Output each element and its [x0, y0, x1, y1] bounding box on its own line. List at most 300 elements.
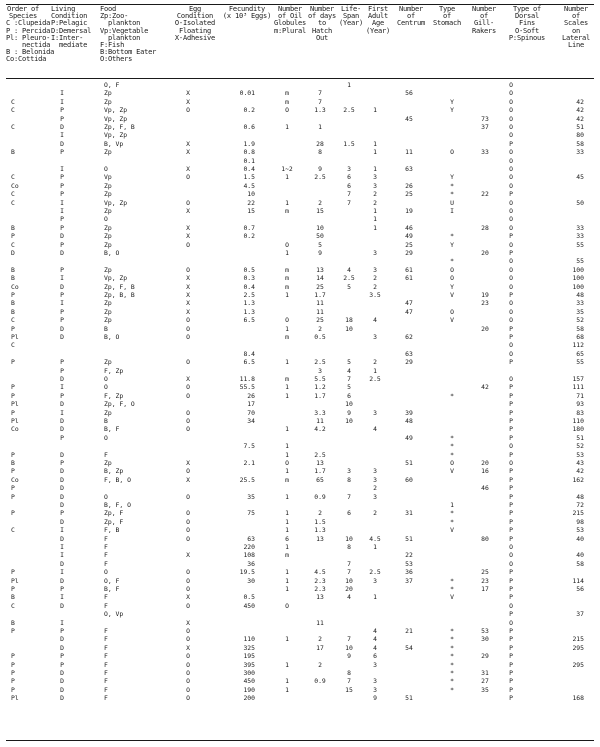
scales-cell: 52	[576, 316, 584, 325]
living-cell: I	[60, 207, 64, 215]
centrum-cell: 47	[405, 299, 413, 308]
scales-cell: 53	[576, 526, 584, 535]
living-cell: D	[60, 417, 64, 425]
adult-cell: 1	[373, 207, 377, 215]
living-cell: D	[60, 576, 64, 585]
centrum-cell: 29	[405, 358, 413, 367]
oil-cell: O	[285, 316, 289, 325]
adult-cell: 3	[373, 660, 377, 669]
dorsal-cell: P	[509, 669, 513, 677]
fecundity-cell: 10	[247, 190, 255, 199]
stomach-cell: V	[450, 593, 454, 602]
hatch-cell: 1	[318, 123, 322, 131]
dorsal-cell: P	[509, 501, 513, 509]
food-cell: F, B	[104, 526, 120, 535]
table-row	[0, 459, 600, 467]
food-cell: F	[104, 677, 108, 686]
gill-cell: 30	[481, 635, 489, 644]
food-cell: F	[104, 450, 108, 459]
table-row	[0, 190, 600, 198]
stomach-cell: *	[450, 643, 454, 652]
scales-cell: 53	[576, 450, 584, 459]
food-cell: B, F, O	[104, 501, 131, 509]
header-egg-condition: Egg Condition O-Isolated Floating X-Adhesive	[174, 5, 216, 42]
living-cell: P	[60, 265, 64, 274]
fecundity-cell: 0.4	[243, 282, 255, 291]
scales-cell: 111	[572, 383, 584, 392]
living-cell: D	[60, 282, 64, 291]
oil-cell: 1	[285, 123, 289, 131]
food-cell: Zp, F, B	[104, 282, 135, 291]
table-row	[0, 266, 600, 274]
lifespan-cell: 7	[347, 677, 351, 686]
food-cell: F	[104, 669, 108, 677]
table-row	[0, 249, 600, 257]
order-cell: P	[11, 484, 15, 493]
table-row	[0, 560, 600, 568]
header-centrum: Number of Centrum	[396, 5, 426, 28]
order-cell: P	[11, 652, 15, 661]
lifespan-cell: 6	[347, 173, 351, 182]
oil-cell: O	[285, 106, 289, 115]
dorsal-cell: O	[509, 543, 513, 551]
lifespan-cell: 10	[345, 576, 353, 585]
scales-cell: 58	[576, 324, 584, 333]
adult-cell: 3	[373, 333, 377, 341]
hatch-cell: 5	[318, 240, 322, 249]
stomach-cell: *	[450, 635, 454, 644]
table-row	[0, 476, 600, 484]
food-cell: F, Zp	[104, 366, 124, 375]
lifespan-cell: 7	[347, 635, 351, 644]
table-row	[0, 467, 600, 475]
hatch-cell: 11	[316, 618, 324, 627]
table-row	[0, 585, 600, 593]
dorsal-cell: O	[509, 181, 513, 190]
oil-cell: m	[285, 475, 289, 484]
table-row	[0, 551, 600, 559]
table-row	[0, 333, 600, 341]
table-row	[0, 375, 600, 383]
stomach-cell: V	[450, 467, 454, 476]
food-cell: Zp	[104, 97, 112, 106]
egg-cell: X	[186, 593, 190, 602]
hatch-cell: 10	[316, 223, 324, 232]
egg-cell: X	[186, 299, 190, 308]
oil-cell: O	[285, 240, 289, 249]
table-row	[0, 409, 600, 417]
oil-cell: 1	[285, 249, 289, 257]
food-cell: F	[104, 643, 108, 652]
hatch-cell: 8	[318, 148, 322, 157]
living-cell: P	[60, 114, 64, 123]
dorsal-cell: O	[509, 618, 513, 627]
lifespan-cell: 7	[347, 198, 351, 207]
food-cell: F	[104, 660, 108, 669]
fecundity-cell: 4.5	[243, 181, 255, 190]
order-cell: P	[11, 509, 15, 518]
stomach-cell: *	[450, 576, 454, 585]
scales-cell: 98	[576, 517, 584, 526]
dorsal-cell: P	[509, 652, 513, 661]
order-cell: P	[11, 467, 15, 476]
dorsal-cell: O	[509, 265, 513, 274]
dorsal-cell: P	[509, 660, 513, 669]
gill-cell: 27	[481, 677, 489, 686]
dorsal-cell: O	[509, 123, 513, 131]
header-stomach-type: Type of Stomach	[432, 5, 462, 28]
hatch-cell: 28	[316, 139, 324, 148]
lifespan-cell: 15	[345, 685, 353, 694]
food-cell: Vp	[104, 173, 112, 182]
centrum-cell: 19	[405, 207, 413, 215]
fecundity-cell: 200	[243, 694, 255, 703]
order-cell: B	[11, 459, 15, 467]
food-cell: Zp	[104, 181, 112, 190]
food-cell: O	[104, 492, 108, 501]
lifespan-cell: 2.5	[343, 106, 355, 115]
table-row	[0, 501, 600, 509]
fecundity-cell: 0.5	[243, 593, 255, 602]
scales-cell: 37	[576, 610, 584, 619]
oil-cell: 1	[285, 509, 289, 518]
order-cell: B	[11, 618, 15, 627]
header-living-condition: Living Condition P:Pelagic D:Demersal I:Inter- mediate	[51, 5, 92, 50]
stomach-cell: O	[450, 265, 454, 274]
hatch-cell: 13	[316, 534, 324, 543]
order-cell: P	[11, 450, 15, 459]
stomach-cell: *	[450, 232, 454, 241]
food-cell: F	[104, 652, 108, 661]
fecundity-cell: 75	[247, 509, 255, 518]
oil-cell: 1	[285, 425, 289, 434]
dorsal-cell: P	[509, 190, 513, 199]
egg-cell: O	[186, 425, 190, 434]
hatch-cell: 2	[318, 198, 322, 207]
oil-cell: 1	[285, 492, 289, 501]
adult-cell: 2.5	[369, 568, 381, 577]
dorsal-cell: P	[509, 139, 513, 148]
scales-cell: 52	[576, 442, 584, 451]
order-cell: Co	[11, 282, 19, 291]
scales-cell: 42	[576, 467, 584, 476]
scales-cell: 157	[572, 375, 584, 383]
oil-cell: 6	[285, 534, 289, 543]
food-cell: F	[104, 685, 108, 694]
living-cell: I	[60, 383, 64, 392]
order-cell: C	[11, 123, 15, 131]
gill-cell: 20	[481, 249, 489, 257]
table-row	[0, 123, 600, 131]
dorsal-cell: O	[509, 97, 513, 106]
food-cell: Zp	[104, 207, 112, 215]
living-cell: I	[60, 274, 64, 283]
scales-cell: 40	[576, 534, 584, 543]
table-row	[0, 535, 600, 543]
scales-cell: 180	[572, 425, 584, 434]
egg-cell: X	[186, 139, 190, 148]
dorsal-cell: P	[509, 291, 513, 299]
living-cell: P	[60, 215, 64, 224]
food-cell: Vp, Zp	[104, 106, 128, 115]
hatch-cell: 11	[316, 307, 324, 316]
table-row	[0, 257, 600, 265]
dorsal-cell: O	[509, 223, 513, 232]
lifespan-cell: 7	[347, 375, 351, 383]
hatch-cell: 4.5	[314, 568, 326, 577]
food-cell: Zp	[104, 307, 112, 316]
hatch-cell: 5.5	[314, 375, 326, 383]
living-cell: P	[60, 358, 64, 367]
egg-cell: O	[186, 417, 190, 425]
adult-cell: 4	[373, 425, 377, 434]
hatch-cell: 1.3	[314, 106, 326, 115]
order-cell: P	[11, 358, 15, 367]
food-cell: Zp, F	[104, 517, 124, 526]
dorsal-cell: P	[509, 694, 513, 703]
table-row	[0, 669, 600, 677]
table-row	[0, 543, 600, 551]
food-cell: O	[104, 433, 108, 442]
fecundity-cell: 0.2	[243, 232, 255, 241]
living-cell: P	[60, 173, 64, 182]
order-cell: C	[11, 190, 15, 199]
order-cell: P	[11, 408, 15, 417]
food-cell: B, F	[104, 425, 120, 434]
lifespan-cell: 6	[347, 391, 351, 400]
oil-cell: 1	[285, 173, 289, 182]
gill-cell: 23	[481, 576, 489, 585]
scales-cell: 162	[572, 475, 584, 484]
gill-cell: 73	[481, 114, 489, 123]
centrum-cell: 39	[405, 408, 413, 417]
egg-cell: O	[186, 660, 190, 669]
adult-cell: 2	[373, 190, 377, 199]
order-cell: B	[11, 307, 15, 316]
living-cell: D	[60, 669, 64, 677]
food-cell: F	[104, 694, 108, 703]
order-cell: P	[11, 232, 15, 241]
living-cell: I	[60, 568, 64, 577]
living-cell: D	[60, 375, 64, 383]
centrum-cell: 60	[405, 475, 413, 484]
centrum-cell: 49	[405, 232, 413, 241]
table-row	[0, 182, 600, 190]
dorsal-cell: O	[509, 274, 513, 283]
dorsal-cell: P	[509, 324, 513, 333]
bottom-rule	[6, 740, 594, 741]
egg-cell: O	[186, 316, 190, 325]
order-cell: P	[11, 492, 15, 501]
scales-cell: 56	[576, 585, 584, 593]
hatch-cell: 2	[318, 660, 322, 669]
food-cell: O	[104, 375, 108, 383]
living-cell: I	[60, 408, 64, 417]
stomach-cell: *	[450, 685, 454, 694]
living-cell: D	[60, 534, 64, 543]
gill-cell: 29	[481, 652, 489, 661]
dorsal-cell: O	[509, 156, 513, 165]
living-cell: D	[60, 324, 64, 333]
fecundity-cell: 8.4	[243, 349, 255, 358]
scales-cell: 80	[576, 131, 584, 140]
centrum-cell: 63	[405, 165, 413, 173]
adult-cell: 2	[373, 198, 377, 207]
adult-cell: 4	[373, 627, 377, 635]
adult-cell: 4.5	[369, 534, 381, 543]
living-cell: D	[60, 139, 64, 148]
table-row	[0, 89, 600, 97]
dorsal-cell: O	[509, 316, 513, 325]
dorsal-cell: P	[509, 408, 513, 417]
egg-cell: X	[186, 148, 190, 157]
centrum-cell: 11	[405, 148, 413, 157]
oil-cell: 1	[285, 450, 289, 459]
centrum-cell: 47	[405, 307, 413, 316]
oil-cell: 1	[285, 358, 289, 367]
stomach-cell: *	[450, 517, 454, 526]
hatch-cell: 0.9	[314, 677, 326, 686]
food-cell: Zp, F, B	[104, 123, 135, 131]
egg-cell: O	[186, 333, 190, 341]
living-cell: P	[60, 291, 64, 299]
food-cell: O, Vp	[104, 610, 124, 619]
oil-cell: m	[285, 89, 289, 98]
lifespan-cell: 4	[347, 366, 351, 375]
table-row	[0, 308, 600, 316]
stomach-cell: V	[450, 526, 454, 535]
order-cell: B	[11, 265, 15, 274]
gill-cell: 37	[481, 123, 489, 131]
hatch-cell: 0.9	[314, 492, 326, 501]
order-cell: Pl	[11, 417, 19, 425]
order-cell: Co	[11, 475, 19, 484]
dorsal-cell: O	[509, 559, 513, 568]
gill-cell: 31	[481, 669, 489, 677]
food-cell: Zp	[104, 89, 112, 98]
oil-cell: 1	[285, 576, 289, 585]
header-order-of-species: Order of Species C :Clupeida P : Percida Pl: Pleuro- nectida B : Belonida Co:Cottida	[6, 5, 55, 64]
scales-cell: 295	[572, 660, 584, 669]
hatch-cell: 2	[318, 509, 322, 518]
scales-cell: 71	[576, 391, 584, 400]
fecundity-cell: 11.8	[239, 375, 255, 383]
fecundity-cell: 195	[243, 652, 255, 661]
hatch-cell: 1.7	[314, 391, 326, 400]
dorsal-cell: P	[509, 249, 513, 257]
stomach-cell: O	[450, 148, 454, 157]
lifespan-cell: 4	[347, 265, 351, 274]
scales-cell: 42	[576, 114, 584, 123]
scales-cell: 33	[576, 299, 584, 308]
oil-cell: m	[285, 375, 289, 383]
stomach-cell: *	[450, 627, 454, 635]
dorsal-cell: O	[509, 106, 513, 115]
order-cell: C	[11, 97, 15, 106]
adult-cell: 3	[373, 492, 377, 501]
hatch-cell: 3.3	[314, 408, 326, 417]
lifespan-cell: 8	[347, 669, 351, 677]
order-cell: P	[11, 585, 15, 593]
living-cell: P	[60, 316, 64, 325]
lifespan-cell: 10	[345, 643, 353, 652]
egg-cell: X	[186, 274, 190, 283]
scales-cell: 42	[576, 106, 584, 115]
table-row	[0, 350, 600, 358]
fecundity-cell: 55.5	[239, 383, 255, 392]
adult-cell: 3	[373, 249, 377, 257]
dorsal-cell: O	[509, 198, 513, 207]
food-cell: B, Vp	[104, 139, 124, 148]
scales-cell: 33	[576, 232, 584, 241]
living-cell: D	[60, 249, 64, 257]
adult-cell: 2	[373, 274, 377, 283]
dorsal-cell: O	[509, 307, 513, 316]
dorsal-cell: O	[509, 551, 513, 560]
fecundity-cell: 190	[243, 685, 255, 694]
hatch-cell: 11	[316, 299, 324, 308]
table-row	[0, 299, 600, 307]
oil-cell: 1	[285, 685, 289, 694]
living-cell: D	[60, 425, 64, 434]
oil-cell: O	[285, 459, 289, 467]
living-cell: D	[60, 559, 64, 568]
stomach-cell: *	[450, 257, 454, 266]
living-cell: I	[60, 131, 64, 140]
lifespan-cell: 10	[345, 324, 353, 333]
egg-cell: O	[186, 324, 190, 333]
order-cell: C	[11, 526, 15, 535]
fecundity-cell: 0.6	[243, 123, 255, 131]
adult-cell: 2	[373, 358, 377, 367]
stomach-cell: *	[450, 450, 454, 459]
fecundity-cell: 15	[247, 207, 255, 215]
order-cell: P	[11, 627, 15, 635]
scales-cell: 100	[572, 282, 584, 291]
order-cell: B	[11, 593, 15, 602]
fecundity-cell: 2.5	[243, 291, 255, 299]
hatch-cell: 14	[316, 274, 324, 283]
living-cell: D	[60, 232, 64, 241]
centrum-cell: 37	[405, 576, 413, 585]
food-cell: F	[104, 627, 108, 635]
living-cell: D	[60, 635, 64, 644]
scales-cell: 295	[572, 643, 584, 652]
oil-cell: 1	[285, 568, 289, 577]
food-cell: Zp	[104, 223, 112, 232]
living-cell: D	[60, 400, 64, 409]
lifespan-cell: 10	[345, 534, 353, 543]
egg-cell: O	[186, 517, 190, 526]
dorsal-cell: P	[509, 383, 513, 392]
table-row	[0, 392, 600, 400]
stomach-cell: Y	[450, 97, 454, 106]
table-row	[0, 619, 600, 627]
food-cell: B, O	[104, 333, 120, 341]
table-row	[0, 518, 600, 526]
dorsal-cell: P	[509, 526, 513, 535]
table-row	[0, 677, 600, 685]
dorsal-cell: P	[509, 417, 513, 425]
food-cell: Vp, Zp	[104, 114, 128, 123]
egg-cell: X	[186, 459, 190, 467]
table-row	[0, 493, 600, 501]
fecundity-cell: 34	[247, 417, 255, 425]
gill-cell: 25	[481, 568, 489, 577]
living-cell: D	[60, 467, 64, 476]
table-row	[0, 526, 600, 534]
adult-cell: 3.5	[369, 291, 381, 299]
